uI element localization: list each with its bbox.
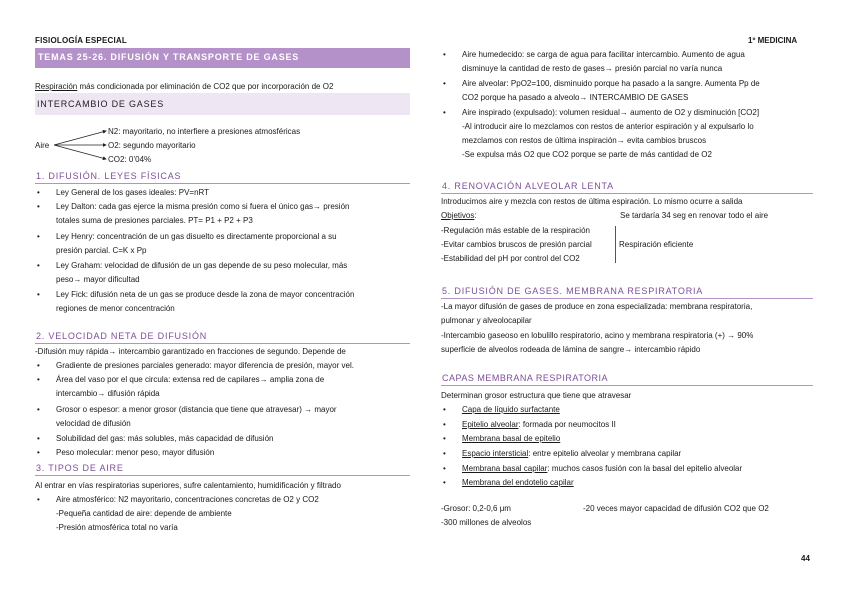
sub-item: -Al introducir aire lo mezclamos con restos de anterior espiración y al expulsarlo lo	[462, 122, 754, 131]
intercambio-title: INTERCAMBIO DE GASES	[37, 99, 165, 109]
list-item-cont: velocidad de difusión	[56, 419, 131, 428]
s5-line: superficie de alveolos rodeada de lámina de sangre→ intercambio rápido	[441, 345, 701, 354]
s4-tardaria: Se tardaría 34 seg en renovar todo el aire	[620, 211, 769, 220]
page-number: 44	[801, 554, 810, 563]
respiracion-term: Respiración	[35, 82, 78, 91]
capas-grosor: -Grosor: 0,2-0,6 μm	[441, 504, 511, 513]
capas-veces: -20 veces mayor capacidad de difusión CO2 que O2	[583, 504, 769, 513]
s5-header	[441, 285, 813, 299]
capas-header	[441, 372, 813, 386]
objetivo-item: -Estabilidad del pH por control del CO2	[441, 254, 580, 263]
document-title: TEMAS 25-26. DIFUSIÓN Y TRANSPORTE DE GASES	[38, 52, 300, 62]
s2-intro: -Difusión muy rápida→ intercambio garantizado en fracciones de segundo. Depende de	[35, 347, 346, 356]
s3-title: 3. TIPOS DE AIRE	[36, 463, 124, 473]
sub-item: mezclamos con restos de última inspiración→ evita cambios bruscos	[462, 136, 707, 145]
list-item-cont: peso→ mayor dificultad	[56, 275, 140, 284]
gas-o2: O2: segundo mayoritario	[108, 141, 196, 150]
sub-item: -Pequeña cantidad de aire: depende de ambiente	[56, 509, 232, 518]
objetivos-label: Objetivos	[441, 211, 475, 220]
respiracion-text: más condicionada por eliminación de CO2 que por incorporación de O2	[77, 82, 334, 91]
s4-header	[441, 180, 813, 194]
s4-resp: Respiración eficiente	[619, 240, 694, 249]
list-item-cont: CO2 porque ha pasado a alveolo→ INTERCAMBIO DE GASES	[462, 93, 689, 102]
s3-intro: Al entrar en vías respiratorias superiores, sufre calentamiento, humidificación y filtrado	[35, 481, 341, 490]
respiracion-line	[35, 81, 333, 92]
capas-title: CAPAS MEMBRANA RESPIRATORIA	[442, 373, 609, 383]
header-course: 1º MEDICINA	[748, 36, 798, 45]
s1-header	[35, 170, 410, 184]
objetivo-item: -Evitar cambios bruscos de presión parcial	[441, 240, 592, 249]
s4-intro: Introducimos aire y mezcla con restos de última espiración. Lo mismo ocurre a salida	[441, 197, 743, 206]
s5-title: 5. DIFUSIÓN DE GASES. MEMBRANA RESPIRATORIA	[442, 286, 704, 296]
header-subject: FISIOLOGÍA ESPECIAL	[35, 36, 127, 45]
s2-header	[35, 330, 410, 344]
objetivos-colon: :	[474, 211, 477, 220]
list-item-cont: totales suma de presiones parciales. PT= P1 + P2 + P3	[56, 216, 253, 225]
title-bar	[35, 48, 410, 68]
s4-title: 4. RENOVACIÓN ALVEOLAR LENTA	[442, 181, 614, 191]
s5-line: pulmonar y alveolocapilar	[441, 316, 532, 325]
s5-line: -Intercambio gaseoso en lobulillo respiratorio, acino y membrana respiratoria (+) → 90%	[441, 331, 754, 340]
list-item-cont: regiones de menor concentración	[56, 304, 175, 313]
list-item-cont: presión parcial. C=K x Pp	[56, 246, 147, 255]
capas-millones: -300 millones de alveolos	[441, 518, 532, 527]
list-item-cont: intercambio→ difusión rápida	[56, 389, 160, 398]
aire-arrows	[52, 126, 112, 166]
s3-header	[35, 462, 410, 476]
sub-item: -Se expulsa más O2 que CO2 porque se parte de más cantidad de O2	[462, 150, 712, 159]
objetivos-bracket	[615, 226, 616, 263]
s5-line: -La mayor difusión de gases de produce en zona especializada: membrana respiratoria,	[441, 302, 753, 311]
s4-objetivos	[441, 210, 477, 221]
sub-item: -Presión atmosférica total no varía	[56, 523, 178, 532]
objetivo-item: -Regulación más estable de la respiración	[441, 226, 590, 235]
capas-intro: Determinan grosor estructura que tiene que atravesar	[441, 391, 632, 400]
s2-title: 2. VELOCIDAD NETA DE DIFUSIÓN	[36, 331, 208, 341]
gas-co2: CO2: 0’04%	[108, 155, 152, 164]
list-item-cont: disminuye la cantidad de resto de gases→ presión parcial no varía nunca	[462, 64, 723, 73]
aire-label: Aire	[35, 141, 50, 150]
s1-title: 1. DIFUSIÓN. LEYES FÍSICAS	[36, 171, 182, 181]
gas-n2: N2: mayoritario, no interfiere a presiones atmosféricas	[108, 127, 301, 136]
